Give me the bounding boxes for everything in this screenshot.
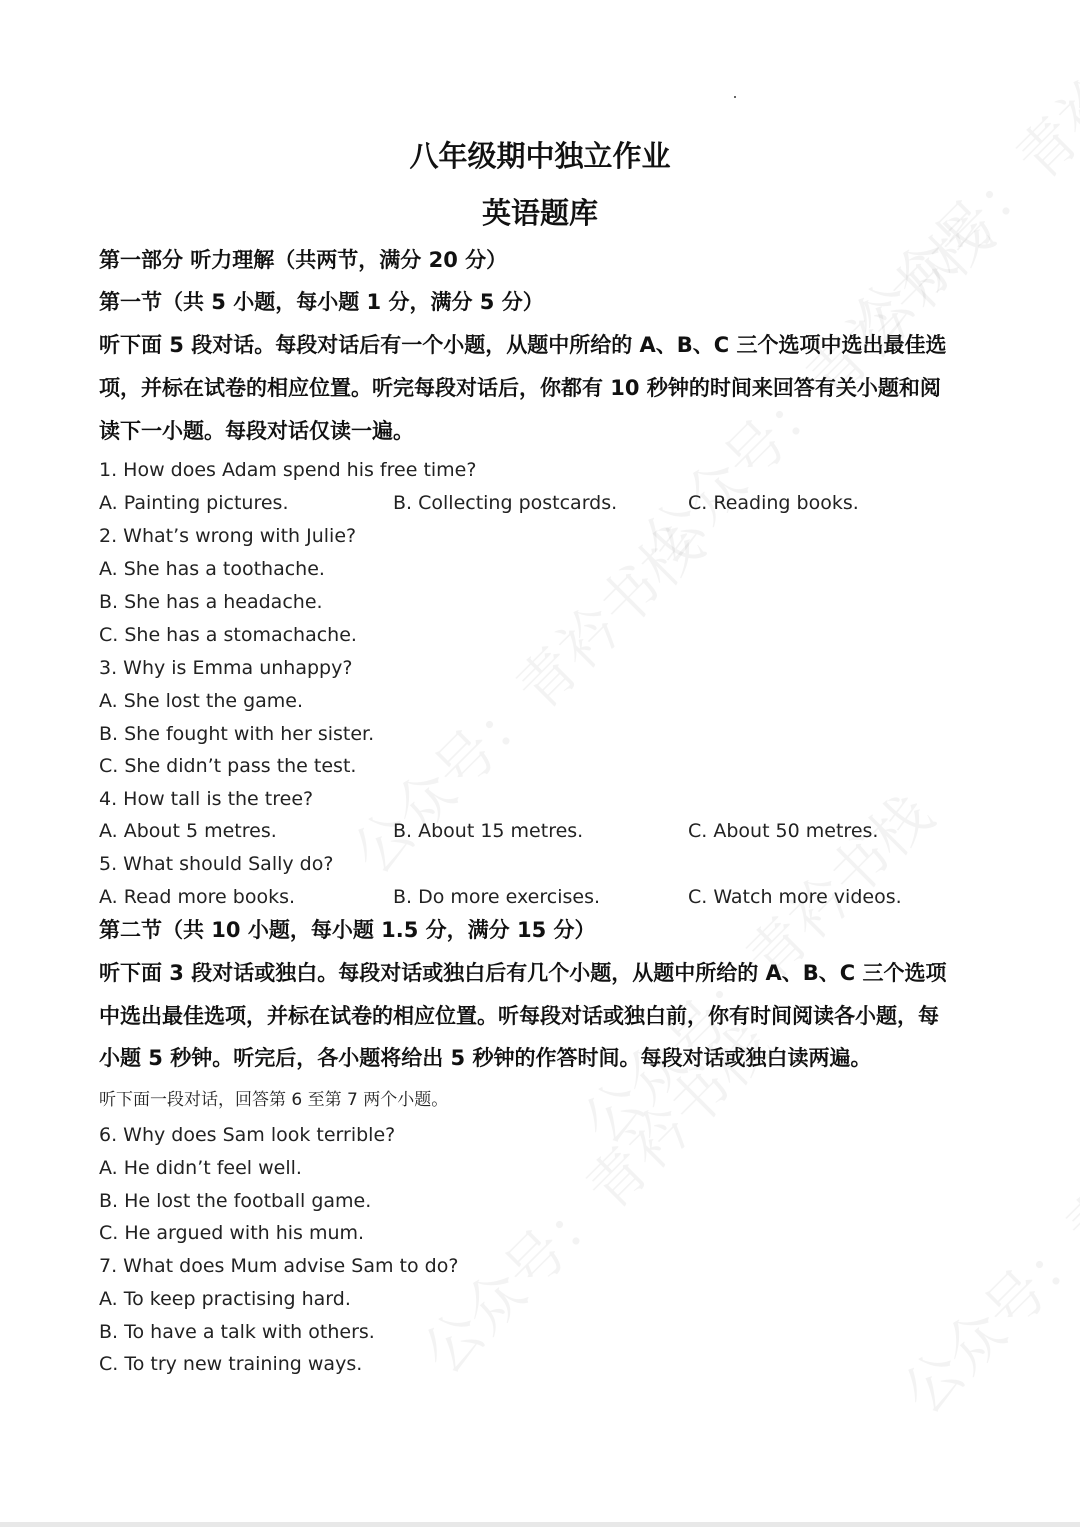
option-c: C. He argued with his mum. bbox=[99, 1222, 365, 1244]
option-b: B. About 15 metres. bbox=[393, 820, 584, 842]
part1-heading: 第一部分 听力理解（共两节，满分 20 分） bbox=[99, 248, 508, 272]
question-stem: 2. What’s wrong with Julie? bbox=[99, 525, 357, 547]
option-a: A. Painting pictures. bbox=[99, 492, 289, 514]
option-c: C. She didn’t pass the test. bbox=[99, 755, 357, 777]
watermark bbox=[880, 1042, 1080, 1430]
question-stem: 3. Why is Emma unhappy? bbox=[99, 657, 353, 679]
option-a: A. About 5 metres. bbox=[99, 820, 277, 842]
section2-instruction-line: 听下面 3 段对话或独白。每段对话或独白后有几个小题，从题中所给的 A、B、C 三个选项 bbox=[99, 961, 947, 985]
option-a: A. Read more books. bbox=[99, 886, 296, 908]
section2-heading: 第二节（共 10 小题，每小题 1.5 分，满分 15 分） bbox=[99, 918, 596, 942]
question-stem: 5. What should Sally do? bbox=[99, 853, 334, 875]
section2-instruction-line: 中选出最佳选项，并标在试卷的相应位置。听每段对话或独白前，你有时间阅读各小题，每 bbox=[99, 1004, 939, 1028]
speck bbox=[734, 96, 736, 98]
option-a: A. He didn’t feel well. bbox=[99, 1157, 302, 1179]
page-title: 八年级期中独立作业 bbox=[409, 139, 671, 173]
option-c: C. About 50 metres. bbox=[688, 820, 879, 842]
option-c: C. To try new training ways. bbox=[99, 1353, 363, 1375]
section2-instruction-line: 小题 5 秒钟。听完后，各小题将给出 5 秒钟的作答时间。每段对话或独白读两遍。 bbox=[99, 1046, 872, 1070]
page-subtitle: 英语题库 bbox=[481, 196, 598, 230]
option-b: B. Collecting postcards. bbox=[393, 492, 618, 514]
option-b: B. She fought with her sister. bbox=[99, 723, 375, 745]
option-c: C. Watch more videos. bbox=[688, 886, 902, 908]
section1-instruction-line: 听下面 5 段对话。每段对话后有一个小题，从题中所给的 A、B、C 三个选项中选出最佳选 bbox=[99, 333, 947, 357]
section1-instruction-line: 读下一小题。每段对话仅读一遍。 bbox=[99, 419, 414, 443]
option-b: B. To have a talk with others. bbox=[99, 1321, 375, 1343]
section1-heading: 第一节（共 5 小题，每小题 1 分，满分 5 分） bbox=[99, 290, 544, 314]
page-bottom-edge bbox=[0, 1522, 1080, 1527]
section1-instruction-line: 项，并标在试卷的相应位置。听完每段对话后，你都有 10 秒钟的时间来回答有关小题和阅 bbox=[99, 376, 941, 400]
option-c: C. She has a stomachache. bbox=[99, 624, 357, 646]
option-b: B. Do more exercises. bbox=[393, 886, 601, 908]
option-b: B. He lost the football game. bbox=[99, 1190, 372, 1212]
option-a: A. She lost the game. bbox=[99, 690, 304, 712]
option-b: B. She has a headache. bbox=[99, 591, 323, 613]
option-a: A. She has a toothache. bbox=[99, 558, 325, 580]
question-stem: 1. How does Adam spend his free time? bbox=[99, 459, 477, 481]
option-c: C. Reading books. bbox=[688, 492, 859, 514]
question-stem: 4. How tall is the tree? bbox=[99, 788, 314, 810]
question-stem: 7. What does Mum advise Sam to do? bbox=[99, 1255, 459, 1277]
question-stem: 6. Why does Sam look terrible? bbox=[99, 1124, 396, 1146]
dialog-note: 听下面一段对话，回答第 6 至第 7 两个小题。 bbox=[99, 1090, 449, 1110]
option-a: A. To keep practising hard. bbox=[99, 1288, 351, 1310]
